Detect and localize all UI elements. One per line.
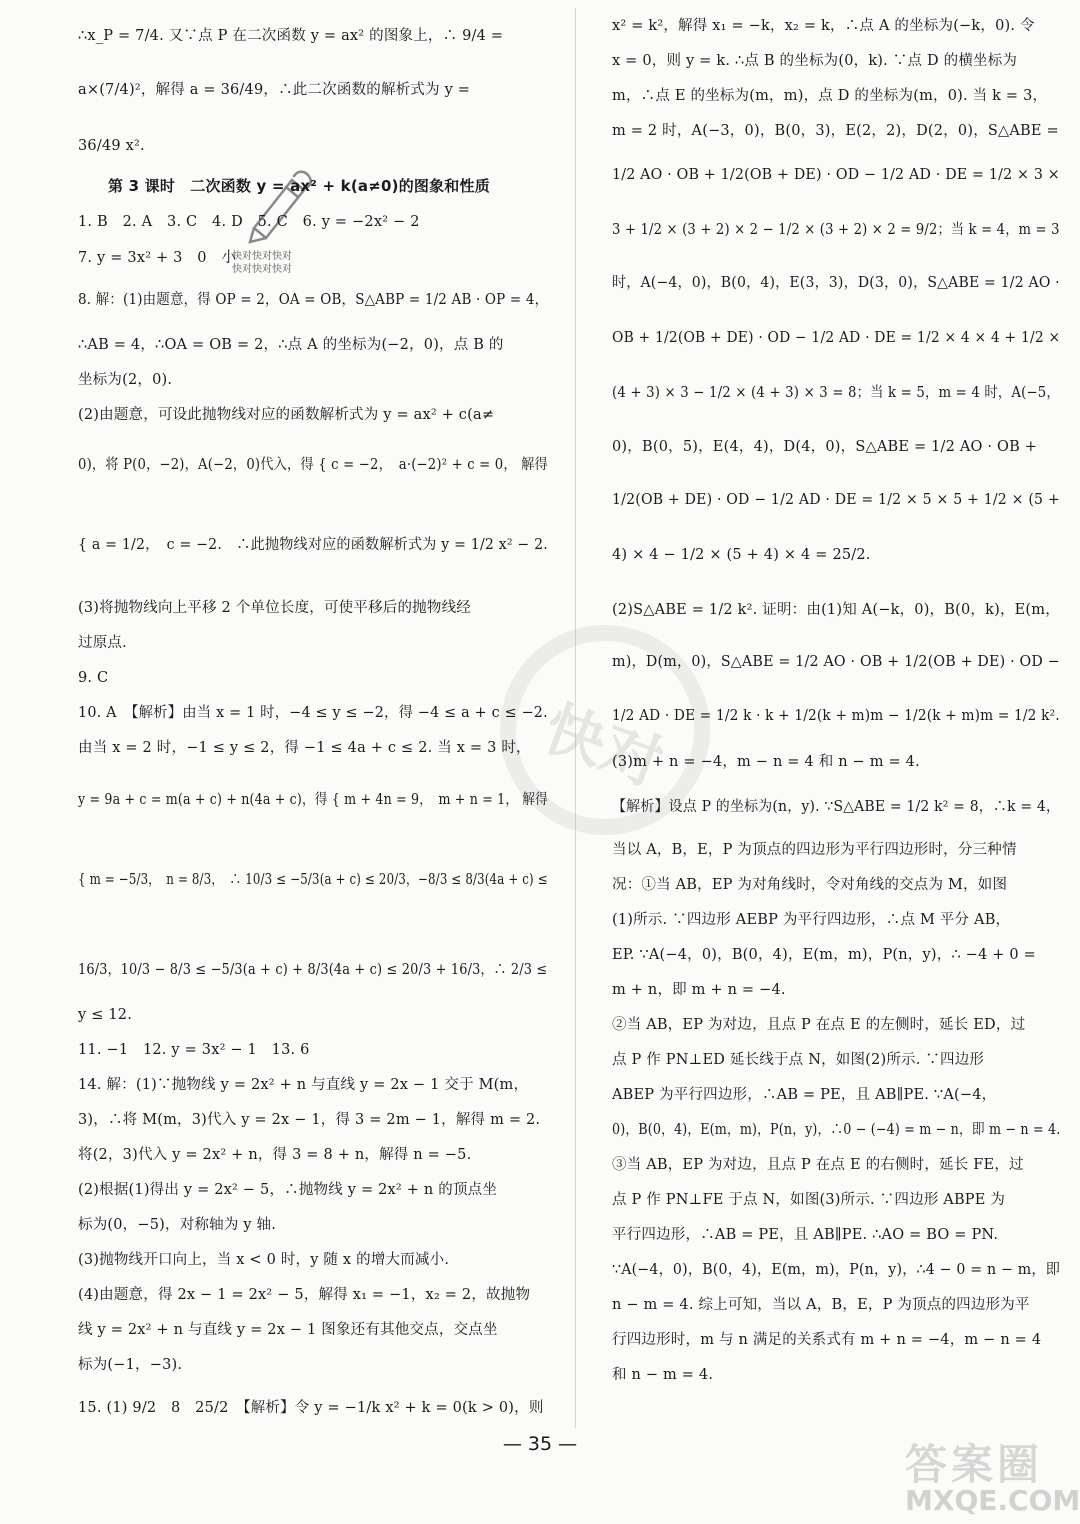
left-text-line: { a = 1/2， c = −2. ∴此抛物线对应的函数解析式为 y = 1/2 x² − 2. [78,537,548,553]
right-text-line: 时，A(−4，0)，B(0，4)，E(3，3)，D(3，0)，S△ABE = 1/2 AO · [612,275,1060,291]
left-text-line: 0)，将 P(0，−2)，A(−2，0)代入，得 { c = −2， a·(−2)² + c = 0， 解得 [78,457,548,473]
left-text-line: (4)由题意，得 2x − 1 = 2x² − 5，解得 x₁ = −1，x₂ = 2，故抛物 [78,1287,531,1303]
watermark-logo-title: 答案圈 [905,1440,1044,1489]
page-number: — 35 — [502,1433,578,1455]
left-text-line: 36/49 x². [78,138,145,154]
right-text-line: m = 2 时，A(−3，0)，B(0，3)，E(2，2)，D(2，0)，S△ABE = [612,123,1059,139]
right-text-line: m + n，即 m + n = −4. [612,982,786,998]
left-text-line: (3)将抛物线向上平移 2 个单位长度，可使平移后的抛物线经 [78,600,471,616]
left-text-line: 过原点. [78,635,127,651]
left-text-line: 10. A 【解析】由当 x = 1 时，−4 ≤ y ≤ −2，得 −4 ≤ a + c ≤ −2. [78,705,548,721]
watermark-logo-url: MXQE.COM [905,1484,1080,1517]
left-text-line: { m = −5/3， n = 8/3， ∴ 10/3 ≤ −5/3(a + c) ≤ 20/3，−8/3 ≤ 8/3(4a + c) ≤ [78,872,548,888]
right-text-line: 行四边形时，m 与 n 满足的关系式有 m + n = −4，m − n = 4 [612,1332,1042,1348]
left-text-line: (3)抛物线开口向上，当 x < 0 时，y 随 x 的增大而减小. [78,1252,450,1268]
right-text-line: 当以 A，B，E，P 为顶点的四边形为平行四边形时，分三种情 [612,842,1017,858]
right-text-line: 1/2 AD · DE = 1/2 k · k + 1/2(k + m)m − 1/2(k + m)m = 1/2 k². [612,708,1060,724]
right-text-line: 和 n − m = 4. [612,1367,714,1383]
right-text-line: 3 + 1/2 × (3 + 2) × 2 − 1/2 × (3 + 2) × 2 = 9/2；当 k = 4，m = 3 [612,222,1060,238]
right-text-line: m，∴点 E 的坐标为(m，m)，点 D 的坐标为(m，0). 当 k = 3， [612,88,1048,104]
right-text-line: 0)，B(0，5)，E(4，4)，D(4，0)，S△ABE = 1/2 AO · OB + [612,439,1038,455]
stamp-label [232,250,292,276]
right-text-line: n − m = 4. 综上可知，当以 A，B，E，P 为顶点的四边形为平 [612,1297,1030,1313]
left-text-line: 将(2，3)代入 y = 2x² + n，得 3 = 8 + n，解得 n = −5. [78,1147,472,1163]
right-text-line: (4 + 3) × 3 − 1/2 × (4 + 3) × 3 = 8；当 k = 5，m = 4 时，A(−5， [612,385,1060,401]
left-text-line: 坐标为(2，0). [78,372,173,388]
left-text-line: ∴AB = 4，∴OA = OB = 2，∴点 A 的坐标为(−2，0)，点 B 的 [78,337,504,353]
left-text-line: 1. B 2. A 3. C 4. D 5. C 6. y = −2x² − 2 [78,214,420,230]
watermark-logo [905,1432,1080,1522]
right-text-line: ∵A(−4，0)，B(0，4)，E(m，m)，P(n，y)，∴4 − 0 = n − m，即 [612,1262,1061,1278]
right-text-line: ③当 AB，EP 为对边，且点 P 在点 E 的右侧时，延长 FE，过 [612,1157,1024,1173]
left-text-line: y ≤ 12. [78,1007,133,1023]
right-text-line: 点 P 作 PN⊥ED 延长线于点 N，如图(2)所示. ∵四边形 [612,1052,985,1068]
right-text-line: (3)m + n = −4，m − n = 4 和 n − m = 4. [612,754,920,770]
left-text-line: 7. y = 3x² + 3 0 小 [78,250,237,266]
left-text-line: 9. C [78,670,109,686]
left-text-line: ∴x_P = 7/4. 又∵点 P 在二次函数 y = ax² 的图象上，∴ 9/4 = [78,28,504,44]
right-text-line: 况：①当 AB，EP 为对角线时，令对角线的交点为 M，如图 [612,877,1008,893]
right-text-line: 1/2 AO · OB + 1/2(OB + DE) · OD − 1/2 AD · DE = 1/2 × 3 × [612,167,1060,183]
right-text-line: 4) × 4 − 1/2 × (5 + 4) × 4 = 25/2. [612,547,871,563]
left-text-line: 第 3 课时 二次函数 y = ax² + k(a≠0)的图象和性质 [108,177,490,195]
left-text-line: 标为(−1，−3). [78,1357,183,1373]
stamp-line: 快对快对快对 [232,251,292,262]
right-text-line: m)，D(m，0)，S△ABE = 1/2 AO · OB + 1/2(OB + DE) · OD − [612,654,1060,670]
left-text-line: (2)根据(1)得出 y = 2x² − 5，∴抛物线 y = 2x² + n 的顶点坐 [78,1182,498,1198]
right-text-line: (1)所示. ∵四边形 AEBP 为平行四边形，∴点 M 平分 AB， [612,912,1011,928]
left-text-line: 14. 解：(1)∵抛物线 y = 2x² + n 与直线 y = 2x − 1 交于 M(m， [78,1077,529,1093]
right-text-line: EP. ∵A(−4，0)，B(0，4)，E(m，m)，P(n，y)，∴ −4 + 0 = [612,947,1037,963]
left-text-line: 线 y = 2x² + n 与直线 y = 2x − 1 图象还有其他交点，交点坐 [78,1322,498,1338]
left-text-line: 8. 解：(1)由题意，得 OP = 2，OA = OB，S△ABP = 1/2 AB · OP = 4， [78,292,549,308]
left-text-line: 11. −1 12. y = 3x² − 1 13. 6 [78,1042,310,1058]
stamp-line: 快对快对快对 [232,264,292,275]
left-text-line: 3)，∴将 M(m，3)代入 y = 2x − 1，得 3 = 2m − 1，解得 m = 2. [78,1112,541,1128]
right-text-line: OB + 1/2(OB + DE) · OD − 1/2 AD · DE = 1/2 × 4 × 4 + 1/2 × [612,330,1061,346]
right-text-line: 0)，B(0，4)，E(m，m)，P(n，y)，∴0 − (−4) = m − n，即 m − n = 4. [612,1122,1061,1138]
left-text-line: 15. (1) 9/2 8 25/2 【解析】令 y = −1/k x² + k = 0(k > 0)，则 [78,1400,544,1416]
right-text-line: 1/2(OB + DE) · OD − 1/2 AD · DE = 1/2 × 5 × 5 + 1/2 × (5 + [612,492,1060,508]
left-text-line: (2)由题意，可设此抛物线对应的函数解析式为 y = ax² + c(a≠ [78,407,495,423]
right-text-line: ②当 AB，EP 为对边，且点 P 在点 E 的左侧时，延长 ED，过 [612,1017,1026,1033]
right-text-line: 【解析】设点 P 的坐标为(n，y). ∵S△ABE = 1/2 k² = 8，∴k = 4， [612,799,1061,815]
left-text-line: a×(7/4)²，解得 a = 36/49，∴此二次函数的解析式为 y = [78,82,471,98]
right-text-line: 点 P 作 PN⊥FE 于点 N，如图(3)所示. ∵四边形 ABPE 为 [612,1192,1006,1208]
watermark-stamp-text: 快对 [534,693,672,801]
right-text-line: x = 0，则 y = k. ∴点 B 的坐标为(0，k). ∵点 D 的横坐标为 [612,53,1018,69]
left-text-line: 由当 x = 2 时，−1 ≤ y ≤ 2，得 −1 ≤ 4a + c ≤ 2. 当 x = 3 时， [78,740,531,756]
left-text-line: y = 9a + c = m(a + c) + n(4a + c)，得 { m + 4n = 9， m + n = 1， 解得 [78,792,548,808]
right-text-line: x² = k²，解得 x₁ = −k，x₂ = k，∴点 A 的坐标为(−k，0). 令 [612,18,1035,34]
left-text-line: 16/3，10/3 − 8/3 ≤ −5/3(a + c) + 8/3(4a + c) ≤ 20/3 + 16/3，∴ 2/3 ≤ [78,962,548,978]
left-text-line: 标为(0，−5)，对称轴为 y 轴. [78,1217,277,1233]
pencil-icon [232,158,322,248]
right-text-line: 平行四边形，∴AB = PE，且 AB∥PE. ∴AO = BO = PN. [612,1227,999,1243]
right-text-line: (2)S△ABE = 1/2 k². 证明：由(1)知 A(−k，0)，B(0，k)，E(m， [612,602,1060,618]
right-text-line: ABEP 为平行四边形，∴AB = PE，且 AB∥PE. ∵A(−4， [612,1087,997,1103]
